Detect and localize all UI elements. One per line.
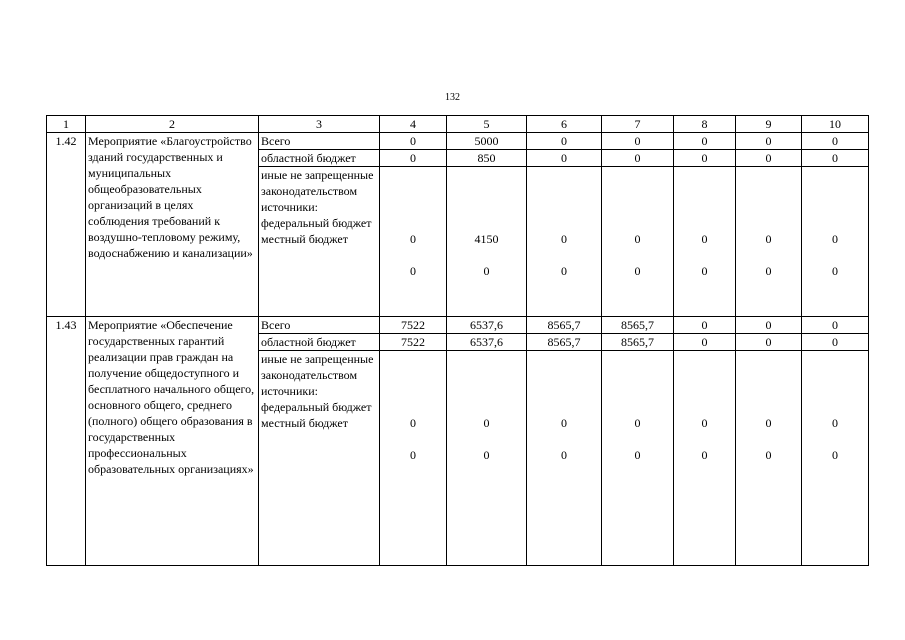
value-cell: 8565,7 — [527, 334, 602, 351]
value-cell — [447, 167, 527, 317]
value-cell — [380, 167, 447, 317]
other-sources-label: иные не запрещенные законодательством источники: — [261, 352, 374, 398]
value-cell — [674, 167, 736, 317]
value-cell: 8565,7 — [527, 317, 602, 334]
value-cell — [380, 351, 447, 566]
page-number: 132 — [445, 92, 460, 103]
federal-value: 0 — [561, 232, 567, 246]
source-breakdown — [259, 167, 380, 317]
local-label: местный бюджет — [261, 416, 348, 430]
value-cell: 0 — [802, 317, 869, 334]
value-cell — [802, 167, 869, 317]
value-cell: 0 — [602, 133, 674, 150]
federal-value: 4150 — [474, 232, 499, 246]
local-value: 0 — [701, 264, 708, 278]
local-value: 0 — [483, 448, 490, 462]
header-cell: 1 — [47, 116, 86, 133]
value-cell — [736, 167, 802, 317]
header-cell: 4 — [380, 116, 447, 133]
header-cell: 3 — [259, 116, 380, 133]
local-value: 0 — [701, 448, 708, 462]
local-label: местный бюджет — [261, 232, 348, 246]
federal-label: федеральный бюджет — [261, 216, 372, 230]
value-cell: 0 — [802, 334, 869, 351]
source-breakdown — [259, 351, 380, 566]
value-cell: 0 — [736, 317, 802, 334]
value-cell — [802, 351, 869, 566]
header-cell: 5 — [447, 116, 527, 133]
value-cell: 8565,7 — [602, 317, 674, 334]
federal-value: 0 — [410, 232, 416, 246]
source-label: Всего — [259, 317, 380, 334]
header-cell: 6 — [527, 116, 602, 133]
value-cell: 5000 — [447, 133, 527, 150]
local-value: 0 — [410, 264, 416, 278]
header-cell: 8 — [674, 116, 736, 133]
table-row — [47, 133, 869, 150]
value-cell: 7522 — [380, 317, 447, 334]
federal-value: 0 — [832, 416, 838, 430]
value-cell — [447, 351, 527, 566]
row-description: Мероприятие «Благоустройство зданий государственных и муниципальных общеобразовательных организаций в целях соблюдения требований к воздушно-тепловому режиму, водоснабжению и канализации» — [86, 133, 259, 317]
local-value: 0 — [832, 448, 838, 462]
row-number: 1.42 — [47, 133, 86, 317]
value-cell — [527, 167, 602, 317]
federal-value: 0 — [410, 416, 416, 430]
header-cell: 10 — [802, 116, 869, 133]
federal-value: 0 — [634, 416, 641, 430]
budget-table — [46, 115, 869, 566]
value-cell: 850 — [447, 150, 527, 167]
value-cell — [674, 351, 736, 566]
header-cell: 9 — [736, 116, 802, 133]
source-label: областной бюджет — [259, 334, 380, 351]
row-description: Мероприятие «Обеспечение государственных гарантий реализации прав граждан на получение общедоступного и бесплатного начального общего, основного общего, среднего (полного) общего образования в государственных профессиональных образовательных организациях» — [86, 317, 259, 566]
local-value: 0 — [634, 264, 641, 278]
table-row — [47, 317, 869, 334]
federal-label: федеральный бюджет — [261, 400, 372, 414]
value-cell — [602, 351, 674, 566]
value-cell: 0 — [380, 133, 447, 150]
header-cell: 2 — [86, 116, 259, 133]
federal-value: 0 — [701, 416, 708, 430]
value-cell: 0 — [736, 133, 802, 150]
value-cell: 0 — [736, 150, 802, 167]
value-cell: 0 — [674, 317, 736, 334]
value-cell: 0 — [802, 150, 869, 167]
local-value: 0 — [561, 448, 567, 462]
local-value: 0 — [765, 264, 772, 278]
value-cell: 0 — [380, 150, 447, 167]
value-cell: 0 — [674, 150, 736, 167]
local-value: 0 — [483, 264, 490, 278]
value-cell: 7522 — [380, 334, 447, 351]
value-cell: 0 — [602, 150, 674, 167]
federal-value: 0 — [701, 232, 708, 246]
value-cell: 0 — [736, 334, 802, 351]
federal-value: 0 — [634, 232, 641, 246]
federal-value: 0 — [483, 416, 490, 430]
row-number: 1.43 — [47, 317, 86, 566]
header-row — [47, 116, 869, 133]
value-cell: 8565,7 — [602, 334, 674, 351]
value-cell: 0 — [802, 133, 869, 150]
source-label: областной бюджет — [259, 150, 380, 167]
federal-value: 0 — [765, 416, 772, 430]
value-cell: 6537,6 — [447, 334, 527, 351]
federal-value: 0 — [561, 416, 567, 430]
value-cell: 0 — [674, 133, 736, 150]
value-cell: 0 — [527, 133, 602, 150]
local-value: 0 — [634, 448, 641, 462]
value-cell — [602, 167, 674, 317]
value-cell: 0 — [674, 334, 736, 351]
local-value: 0 — [832, 264, 838, 278]
source-label: Всего — [259, 133, 380, 150]
value-cell: 6537,6 — [447, 317, 527, 334]
value-cell — [527, 351, 602, 566]
local-value: 0 — [765, 448, 772, 462]
federal-value: 0 — [832, 232, 838, 246]
other-sources-label: иные не запрещенные законодательством источники: — [261, 168, 374, 214]
header-cell: 7 — [602, 116, 674, 133]
federal-value: 0 — [765, 232, 772, 246]
value-cell: 0 — [527, 150, 602, 167]
local-value: 0 — [410, 448, 416, 462]
value-cell — [736, 351, 802, 566]
local-value: 0 — [561, 264, 567, 278]
